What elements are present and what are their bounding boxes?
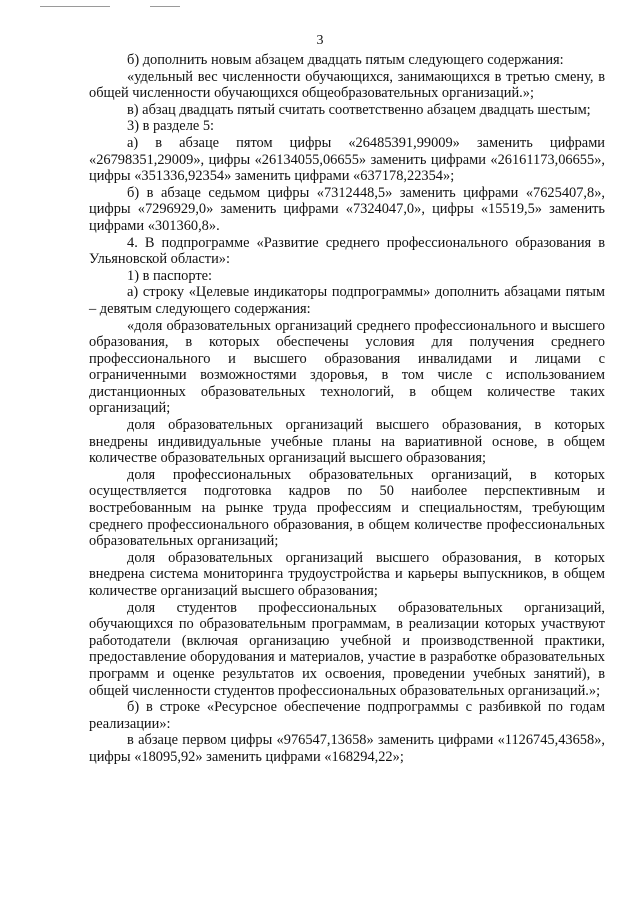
paragraph: в абзаце первом цифры «976547,13658» заменить цифрами «1126745,43658», цифры «18095,92» заменить цифрами «168294,22»; [89,732,605,765]
paragraph: доля студентов профессиональных образовательных организаций, обучающихся по образовательным программам, в реализации которых участвуют работодатели (включая организацию учебной и производственной практики, предоставление оборудования и материалов, участие в разработке образовательных программ и оценке результатов их освоения, проведении учебных занятий), в общей численности студентов профессиональных образовательных организаций.»; [89,599,605,699]
paragraph: б) в абзаце седьмом цифры «7312448,5» заменить цифрами «7625407,8», цифры «7296929,0» заменить цифрами «7324047,0», цифры «15519,5» заменить цифрами «301360,8». [89,184,605,234]
paragraph: доля образовательных организаций высшего образования, в которых внедрены индивидуальные учебные планы на вариативной основе, в общем количестве образовательных организаций высшего образования; [89,417,605,467]
paragraph: б) дополнить новым абзацем двадцать пятым следующего содержания: [127,52,564,68]
paragraph: а) в абзаце пятом цифры «26485391,99009» заменить цифрами «26798351,29009», цифры «26134055,06655» заменить цифрами «26161173,06655», цифры «351336,92354» заменить цифрами «637178,22354»; [89,134,605,185]
scan-artifact-line [150,6,180,7]
paragraph: «удельный вес численности обучающихся, занимающихся в третью смену, в общей численности обучающихся общеобразовательных организаций.»; [89,68,605,102]
paragraph: в) абзац двадцать пятый считать соответственно абзацем двадцать шестым; [127,101,591,118]
paragraph: доля профессиональных образовательных организаций, в которых осуществляется подготовка кадров по 50 наиболее перспективным и востребованным на рынке труда профессиям и специальностям, требующим среднего профессионального образования, в общем количестве профессиональных образовательных организаций; [89,466,605,550]
paragraph: «доля образовательных организаций среднего профессионального и высшего образования, в которых обеспечены условия для получения среднего профессионального и высшего образования инвалидами и лицами с ограниченными возможностями здоровья, в том числе с использованием дистанционных образовательных технологий, в общем количестве таких организаций; [89,317,605,417]
document-body [89,52,605,766]
paragraph: 3) в разделе 5: [127,118,215,135]
paragraph: б) в строке «Ресурсное обеспечение подпрограммы с разбивкой по годам реализации»: [89,699,605,732]
page-number: 3 [316,33,324,48]
paragraph: а) строку «Целевые индикаторы подпрограммы» дополнить абзацами пятым – девятым следующего содержания: [89,284,605,317]
paragraph: доля образовательных организаций высшего образования, в которых внедрена система мониторинга трудоустройства и карьеры выпускников, в общем количестве организаций высшего образования; [89,549,605,599]
paragraph: 1) в паспорте: [127,267,213,284]
paragraph: 4. В подпрограмме «Развитие среднего профессионального образования в Ульяновской области»: [89,234,605,268]
scan-artifact-line [40,6,110,7]
